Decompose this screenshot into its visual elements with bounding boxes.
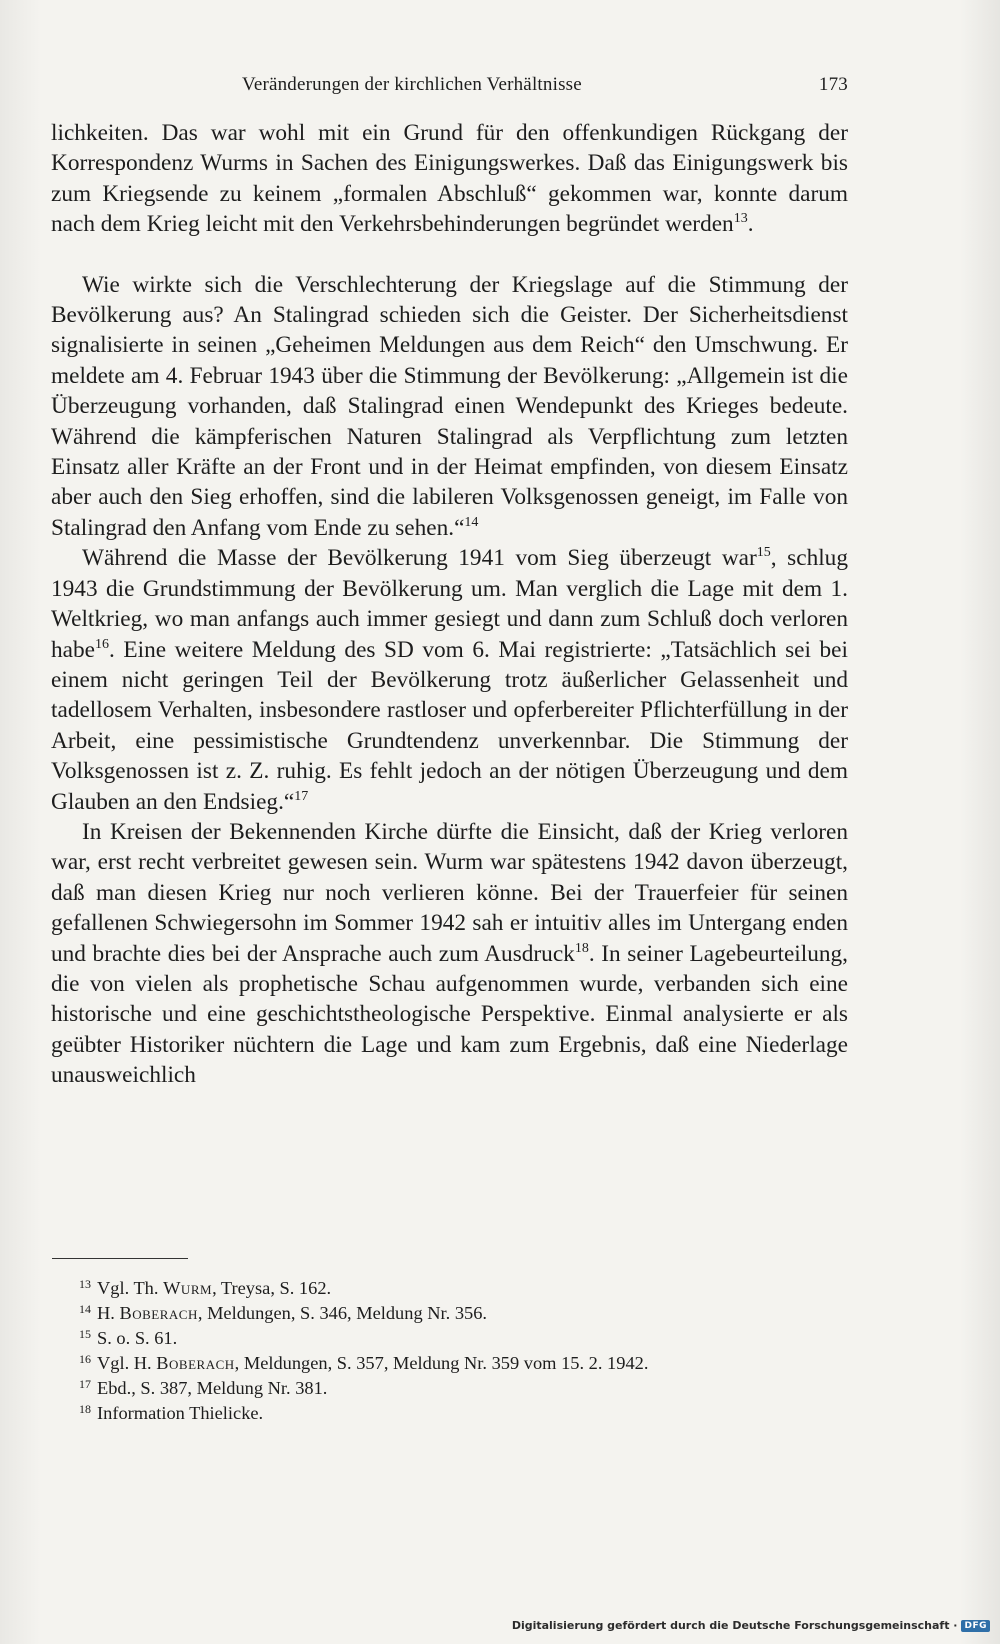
paragraph-1: lichkeiten. Das war wohl mit ein Grund für den offenkundigen Rückgang der Korrespondenz Wurms in Sachen des Einigungswerkes. Daß das Einigungswerk bis zum Kriegsende zu keinem „formalen Abschluß“ gekommen war, konnte darum nach dem Krieg leicht mit den Verkehrsbehinderungen begründet werden$^{13}$. (51, 120, 848, 238)
footnote-13: $^{13}$ Vgl. Th. Wurm, Treysa, S. 162. (79, 1277, 332, 1298)
digitization-note: Digitalisierung gefördert durch die Deutsche Forschungsgemeinschaft · (511, 1619, 958, 1632)
footnote-ref-14[interactable]: 14 (464, 514, 479, 530)
paragraph-4: In Kreisen der Bekennenden Kirche dürfte die Einsicht, daß der Krieg verloren war, erst recht verbreitet gewesen sein. Wurm war spätestens 1942 davon überzeugt, daß man diesen Krieg nur noch verlieren könne. Bei der Trauerfeier für seinen gefallenen Schwiegersohn im Sommer 1942 sah er intuitiv alles im Untergang enden und brachte dies bei der Ansprache auch zum Ausdruck$^{18}$. In seiner Lagebeurteilung, die von vielen als prophetische Schau aufgenommen wurde, verbanden sich eine historische und eine geschichtstheologische Perspektive. Einmal analysierte er als geübter Historiker nüchtern die Lage und kam zum Ergebnis, daß eine Niederlage unausweichlich (51, 818, 848, 1089)
body-text (51, 118, 848, 1091)
footnote-ref-16[interactable]: 16 (94, 636, 109, 652)
footnote-ref-13[interactable]: 13 (733, 211, 748, 227)
footnote-ref-15[interactable]: 15 (756, 545, 771, 561)
running-head (52, 74, 848, 104)
footnote-18: $^{18}$ Information Thielicke. (79, 1402, 264, 1423)
footnote-separator (52, 1258, 188, 1259)
footnote-ref-17[interactable]: 17 (294, 788, 309, 804)
footnote-16: $^{16}$ Vgl. H. Boberach, Meldungen, S. 357, Meldung Nr. 359 vom 15. 2. 1942. (79, 1352, 649, 1373)
paragraph-2: Wie wirkte sich die Verschlechterung der Kriegslage auf die Stimmung der Bevölkerung aus? An Stalingrad schieden sich die Geister. Der Sicherheitsdienst signalisierte in seinen „Geheimen Meldungen aus dem Reich“ den Umschwung. Er meldete am 4. Februar 1943 über die Stimmung der Bevölkerung: „Allgemein ist die Überzeugung vorhanden, daß Stalingrad einen Wendepunkt des Krieges bedeute. Während die kämpferischen Naturen Stalingrad als Verpflichtung zum letzten Einsatz aller Kräfte an der Front und in der Heimat empfinden, von diesem Einsatz aber auch den Sieg erhoffen, sind die labileren Volksgenossen geneigt, im Falle von Stalingrad den Anfang vom Ende zu sehen.“$^{14}$ (51, 271, 848, 541)
digitization-footer (512, 1619, 990, 1632)
page-number: 173 (818, 74, 848, 95)
footnote-14: $^{14}$ H. Boberach, Meldungen, S. 346, Meldung Nr. 356. (79, 1302, 488, 1323)
running-title: Veränderungen der kirchlichen Verhältnisse (242, 74, 582, 95)
footnotes (52, 1276, 852, 1426)
footnote-15: $^{15}$ S. o. S. 61. (79, 1327, 178, 1348)
dfg-logo-icon: DFG (961, 1620, 990, 1632)
footnote-ref-18[interactable]: 18 (574, 940, 589, 956)
paragraph-3: Während die Masse der Bevölkerung 1941 vom Sieg überzeugt war$^{15}$, schlug 1943 die Grundstimmung der Bevölkerung um. Man verglich die Lage mit dem 1. Weltkrieg, wo man anfangs auch immer gesiegt und dann zum Schluß doch verloren habe$^{16}$. Eine weitere Meldung des SD vom 6. Mai registrierte: „Tatsächlich sei bei einem nicht geringen Teil der Bevölkerung trotz äußerlicher Gelassenheit und tadellosem Verhalten, insbesondere rastloser und opferbereiter Pflichterfüllung in der Arbeit, eine pessimistische Grundtendenz unverkennbar. Die Stimmung der Volksgenossen ist z. Z. ruhig. Es fehlt jedoch an der nötigen Überzeugung und dem Glauben an den Endsieg.“$^{17}$ (51, 545, 848, 815)
footnote-17: $^{17}$ Ebd., S. 387, Meldung Nr. 381. (79, 1377, 328, 1398)
